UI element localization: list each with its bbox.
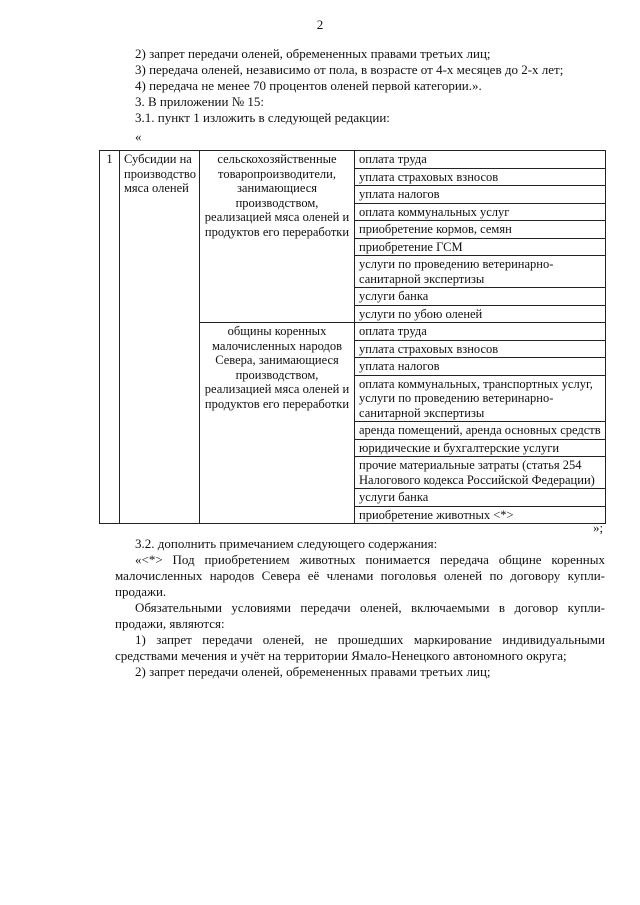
notes-paragraph-5: 2) запрет передачи оленей, обремененных правами третьих лиц; xyxy=(135,664,491,679)
intro-paragraph-1: 2) запрет передачи оленей, обремененных правами третьих лиц; xyxy=(135,46,491,61)
expense-item: оплата коммунальных, транспортных услуг, услуги по проведению ветеринарно-санитарной экспертизы xyxy=(355,375,606,422)
intro-paragraph-4: 3. В приложении № 15: xyxy=(135,94,264,109)
expense-item: уплата налогов xyxy=(355,358,606,376)
expense-item: оплата труда xyxy=(355,151,606,169)
expense-item: оплата коммунальных услуг xyxy=(355,203,606,221)
expense-item: услуги банка xyxy=(355,288,606,306)
expense-item: аренда помещений, аренда основных средств xyxy=(355,422,606,440)
producer-name-cell: общины коренных малочисленных народов Севера, занимающиеся производством, реализацией мяса оленей и продуктов его переработки xyxy=(200,323,355,524)
notes-paragraph-3: Обязательными условиями передачи оленей, включаемыми в договор купли-продажи, являются: xyxy=(115,600,605,631)
intro-block xyxy=(115,46,605,126)
expense-item: уплата страховых взносов xyxy=(355,168,606,186)
notes-paragraph-4: 1) запрет передачи оленей, не прошедших маркирование индивидуальными средствами мечения и учёт на территории Ямало-Ненецкого автономного округа; xyxy=(115,632,605,663)
opening-quote: « xyxy=(135,129,142,144)
subsidy-table xyxy=(99,150,606,524)
row-number-cell: 1 xyxy=(100,151,120,524)
notes-paragraph-1: 3.2. дополнить примечанием следующего содержания: xyxy=(135,536,438,551)
table-row xyxy=(100,151,606,169)
expense-item: приобретение кормов, семян xyxy=(355,221,606,239)
expense-item: приобретение ГСМ xyxy=(355,238,606,256)
page-number: 2 xyxy=(316,17,324,32)
expense-item: уплата страховых взносов xyxy=(355,340,606,358)
intro-paragraph-2: 3) передача оленей, независимо от пола, в возрасте от 4-х месяцев до 2-х лет; xyxy=(135,62,564,77)
expense-item: услуги банка xyxy=(355,489,606,507)
notes-block xyxy=(115,536,605,680)
expense-item: оплата труда xyxy=(355,323,606,341)
intro-paragraph-3: 4) передача не менее 70 процентов оленей первой категории.». xyxy=(135,78,482,93)
expense-item: услуги по проведению ветеринарно-санитарной экспертизы xyxy=(355,256,606,288)
expense-item: юридические и бухгалтерские услуги xyxy=(355,439,606,457)
producer-name-cell: сельскохозяйственные товаропроизводители, занимающиеся производством, реализацией мяса оленей и продуктов его переработки xyxy=(200,151,355,323)
intro-paragraph-5: 3.1. пункт 1 изложить в следующей редакции: xyxy=(135,110,390,125)
expense-item: прочие материальные затраты (статья 254 Налогового кодекса Российской Федерации) xyxy=(355,457,606,489)
notes-paragraph-2: «<*> Под приобретением животных понимается передача общине коренных малочисленных народов Севера её членами поголовья оленей по договору купли-продажи. xyxy=(115,552,605,599)
expense-item: услуги по убою оленей xyxy=(355,305,606,323)
subsidy-name-cell: Субсидии на производство мяса оленей xyxy=(120,151,200,524)
expense-item: уплата налогов xyxy=(355,186,606,204)
expense-item: приобретение животных <*> xyxy=(355,506,606,524)
closing-quote: »; xyxy=(593,520,604,535)
